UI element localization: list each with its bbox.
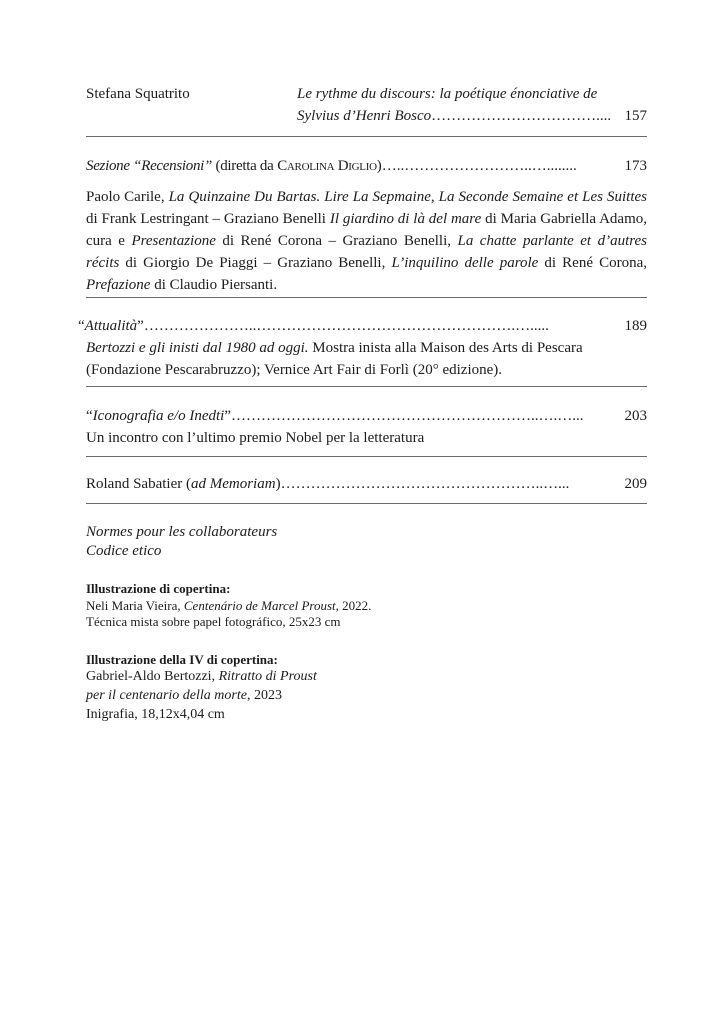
back-cover-artist: Gabriel-Aldo Bertozzi, xyxy=(86,669,219,684)
note-normes: Normes pour les collaborateurs xyxy=(86,524,278,540)
section-label: Attualità xyxy=(84,318,138,334)
exhibition-venue: Mostra inista alla Maison des Arts di Pescara xyxy=(308,340,583,356)
section-director-prefix: (diretta da xyxy=(215,158,274,174)
dot-leader: …..……………………..…........ xyxy=(381,158,577,174)
review-title: La Quinzaine Du Bartas. Lire La Sepmaine, La Seconde Semaine et Les Suittes xyxy=(168,189,647,205)
entry-title-squatrito-line2 xyxy=(297,108,647,125)
note-codice-etico: Codice etico xyxy=(86,543,162,559)
entry-sabatier: Roland Sabatier ( ad Memoriam ) ……………………………………………..…... 209 xyxy=(86,476,647,492)
section-attualita-desc-line1 xyxy=(86,340,583,357)
page-number: 209 xyxy=(624,476,647,492)
page-number: 203 xyxy=(624,408,647,424)
entry-label: ad Memoriam xyxy=(190,476,276,492)
section-attualita-heading: “ Attualità ” …………………..…………………………………………….…..... 189 xyxy=(78,318,647,334)
back-cover-work-line2: per il centenario della morte xyxy=(86,688,247,703)
back-cover-technique: Inigrafia, 18,12x4,04 cm xyxy=(86,707,225,722)
section-label: Iconografia e/o Inedti xyxy=(92,408,225,424)
entry-author-squatrito: Stefana Squatrito xyxy=(86,86,190,102)
page-number: 173 xyxy=(624,158,647,174)
review-text: di Frank Lestringant – Graziano Benelli xyxy=(86,211,330,227)
entry-title-squatrito-end: Sylvius d’Henri Bosco xyxy=(297,108,432,124)
review-text: di René Corona – Graziano Benelli, xyxy=(215,233,458,249)
cover-year: , 2022. xyxy=(335,598,372,613)
review-title: Prefazione xyxy=(86,277,151,293)
review-text: di René Corona, xyxy=(538,255,647,271)
back-cover-heading: Illustrazione della IV di copertina: xyxy=(86,652,278,667)
cover-artist: Neli Maria Vieira, xyxy=(86,598,184,613)
section-label: Sezione “Recensioni” xyxy=(86,158,213,174)
back-cover-work-line1: Ritratto di Proust xyxy=(218,669,317,684)
review-title: L’inquilino delle parole xyxy=(391,255,539,271)
back-cover-year: , 2023 xyxy=(246,688,282,703)
section-director: Carolina Diglio xyxy=(277,158,377,174)
back-cover-work-line xyxy=(86,688,282,704)
section-attualita-desc-line2: (Fondazione Pescarabruzzo); Vernice Art Fair di Forlì (20° edizione). xyxy=(86,362,503,378)
page-number: 189 xyxy=(624,318,647,334)
back-cover-artist-line xyxy=(86,669,317,685)
review-title: Presentazione xyxy=(131,233,216,249)
review-text: Paolo Carile, xyxy=(86,189,169,205)
entry-author: Roland Sabatier xyxy=(86,476,183,492)
review-text: di Claudio Piersanti. xyxy=(150,277,278,293)
section-recensioni-body xyxy=(86,186,647,296)
exhibition-title: Bertozzi e gli inisti dal 1980 ad oggi. xyxy=(86,340,309,356)
dot-leader: ……………………………………………..…... xyxy=(280,476,570,492)
divider xyxy=(86,456,647,457)
section-iconografia-desc: Un incontro con l’ultimo premio Nobel per la letteratura xyxy=(86,430,425,446)
cover-heading: Illustrazione di copertina: xyxy=(86,581,231,596)
cover-artist-line xyxy=(86,598,371,614)
cover-work: Centenário de Marcel Proust xyxy=(183,598,336,613)
section-recensioni-heading xyxy=(86,158,647,175)
entry-title-squatrito-line1: Le rythme du discours: la poétique énonciative de xyxy=(297,86,598,102)
dot-leader: …………………………….... xyxy=(431,108,612,124)
divider xyxy=(86,297,647,298)
review-title: La chatte parlante et d’autres récits xyxy=(86,233,648,271)
review-title: Il giardino di là del mare xyxy=(329,211,482,227)
dot-leader: ……………………………………………………..….…... xyxy=(230,408,584,424)
section-iconografia-heading: “ Iconografia e/o Inedti ” ……………………………………………………..….…... 203 xyxy=(86,408,647,424)
section-director-close: ) xyxy=(376,158,382,174)
dot-leader: …………………..…………………………………………….…..... xyxy=(143,318,549,334)
review-text: di Maria Gabriella Adamo, cura e xyxy=(86,211,647,249)
review-text: di Giorgio De Piaggi – Graziano Benelli, xyxy=(119,255,392,271)
divider xyxy=(86,503,647,504)
divider xyxy=(86,136,647,137)
cover-technique: Técnica mista sobre papel fotográfico, 25x23 cm xyxy=(86,614,341,629)
page-number: 157 xyxy=(624,108,647,124)
divider xyxy=(86,386,647,387)
